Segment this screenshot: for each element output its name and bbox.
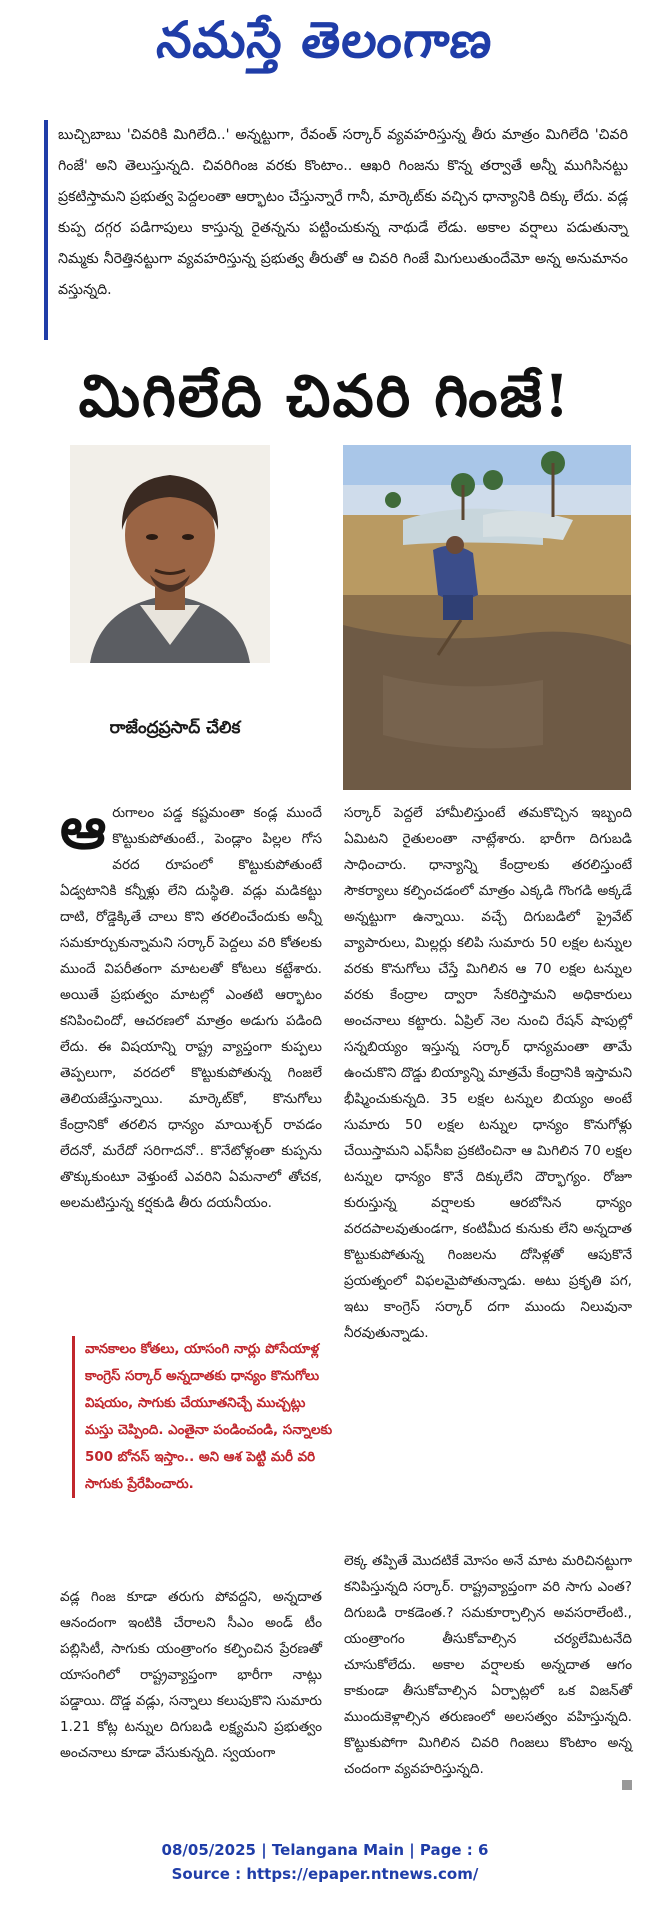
article-left-text: రుగాలం పడ్డ కష్టమంతా కండ్ల ముందే కొట్టుకుపోతుంటే., పెండ్లాం పిల్లల గోస వరద రూపంలో కొట్టుకుపోతుంటే ఏడ్వటానికి కన్నీళ్లు లేని దుస్థితి. వడ్లు మడికట్టు దాటి, రోడ్డెక్కితే చాలు కొని తరలించేందుకు అన్నీ సమకూర్చుకున్నామని సర్కార్ పెద్దలు వరి కోతలకు ముందే విపరీతంగా మాటలతో కోటలు కట్టేశారు. అయితే ప్రభుత్వం మాటల్లో ఎంతటి ఆర్భాటం కనిపించిందో, ఆచరణలో మాత్రం అడుగు పడింది లేదు. ఈ విషయాన్ని రాష్ట్ర వ్యాప్తంగా కుప్పలు తెప్పలుగా, వరదలో కొట్టుకుపోతున్న గింజలే తెలియజేస్తున్నాయి. మార్కెట్‌కో, కొనుగోలు కేంద్రానికో తరలిన ధాన్యం మాయిశ్చర్ రావడం లేదనో, మరేదో సరిగాదనో.. కొనేటోళ్లంతా కుప్పను తొక్కుకుంటూ వెళ్తుంటే ఎవరిని ఏమనాలో తోచక, అలమటిస్తున్న కర్షకుడి తీరు దయనీయం. (60, 805, 322, 1211)
author-portrait-image (70, 445, 270, 663)
article-right-text-2: లెక్క తప్పితే మొదటికే మోసం అనే మాట మరిచినట్టుగా కనిపిస్తున్నది సర్కార్. రాష్ట్రవ్యాప్తంగా వరి సాగు ఎంత? దిగుబడి రాకడెంత.? సమకూర్చాల్సిన అవసరాలేంటి., యంత్రాంగం తీసుకోవాల్సిన చర్యలేమిటనేది చూసుకోలేదు. అకాల వర్షాలకు అన్నదాత ఆగం కాకుండా తీసుకోవాల్సిన ఏర్పాట్లలో ఒక విజన్‌తో ముందుకెళ్లాల్సిన తరుణంలో అలసత్వం వహిస్తున్నది. కొట్టుకుపోగా మిగిలిన చివరి గింజలు కొంటాం అన్న చందంగా వ్యవహరిస్తున్నది. (344, 1553, 632, 1777)
end-mark (622, 1780, 632, 1790)
article-column-left-2 (60, 1584, 322, 1766)
farmer-drying-grain-image (343, 445, 631, 790)
article-column-left (60, 794, 322, 1216)
footer-edition: 08/05/2025 | Telangana Main | Page : 6 (161, 1841, 489, 1859)
footer (0, 1838, 650, 1886)
dropcap: ఆ (60, 794, 107, 862)
pull-quote: వానకాలం కోతలు, యాసంగి నార్లు పోసేయాళ్ల కాంగ్రెస్ సర్కార్ అన్నదాతకు ధాన్యం కొనుగోలు విషయం, సాగుకు చేయూతనిచ్చే ముచ్చట్లు మస్తు చెప్పింది. ఎంతైనా పండించండి, సన్నాలకు 500 బోనస్ ఇస్తాం.. అని ఆశ పెట్టి మరీ వరి సాగుకు ప్రేరేపించారు. (72, 1336, 335, 1498)
masthead (0, 0, 650, 90)
author-byline: రాజేంద్రప్రసాద్ చేలిక (109, 718, 241, 738)
article-column-right (344, 800, 632, 1346)
intro-paragraph: బుచ్చిబాబు 'చివరికి మిగిలేది..' అన్నట్టుగా, రేవంత్ సర్కార్ వ్యవహరిస్తున్న తీరు మాత్రం మిగిలేది 'చివరి గింజే' అని తెలుస్తున్నది. చివరిగింజ వరకు కొంటాం.. ఆఖరి గింజను కొన్న తర్వాతే అన్నీ ముగిసినట్టు ప్రకటిస్తామని ప్రభుత్వ పెద్దలంతా ఆర్భాటం చేస్తున్నారే గానీ, మార్కెట్‌కు వచ్చిన ధాన్యానికి దిక్కు లేదు. వడ్ల కుప్ప దగ్గర పడిగాపులు కాస్తున్న రైతన్నను పట్టించుకున్న నాథుడే లేడు. అకాల వర్షాలు పడుతున్నా నిమ్మకు నీరెత్తినట్టుగా వ్యవహరిస్తున్న ప్రభుత్వ తీరుతో ఆ చివరి గింజే మిగులుతుందేమో అన్న అనుమానం వస్తున్నది. (58, 127, 628, 298)
article-right-text: సర్కార్ పెద్దలే హామీలిస్తుంటే తమకొచ్చిన ఇబ్బంది ఏమిటని రైతులంతా నాట్లేశారు. భారీగా దిగుబడి సాధించారు. ధాన్యాన్ని కేంద్రాలకు తరలిస్తుంటే సౌకర్యాలు కల్పించడంలో మాత్రం ఎక్కడి గొంగడి అక్కడే అన్నట్టుగా ఉన్నాయి. వచ్చే దిగుబడిలో ప్రైవేట్ వ్యాపారులు, మిల్లర్లు కలిపి సుమారు 50 లక్షల టన్నుల వరకు కొనుగోలు చేస్తే మిగిలిన ఆ 70 లక్షల టన్నుల వరకు కేంద్రాల ద్వారా సేకరిస్తామని అధికారులు అంచనాలు కట్టారు. ఏప్రిల్ నెల నుంచి రేషన్ షాపుల్లో సన్నబియ్యం ఇస్తున్న సర్కార్ ధాన్యమంతా తామే ఉంచుకొని దొడ్డు బియ్యాన్ని మాత్రమే కేంద్రానికి ఇస్తామని భీష్మించుకున్నది. 35 లక్షల టన్నుల బియ్యం అంటే సుమారు 50 లక్షల టన్నుల ధాన్యం కొనుగోళ్లు చేయిస్తామని ఎఫ్‌సీఐ ప్రకటించినా ఆ మిగిలిన 70 లక్షల టన్నుల ధాన్యం కొనే దిక్కులేని దౌర్భాగ్యం. రోజూ కురుస్తున్న వర్షాలకు ఆరబోసిన ధాన్యం వరదపాలవుతుండగా, కంటిమీద కునుకు లేని అన్నదాత కొట్టుకుపోతున్న గింజలను దోసిళ్లతో ఆపుకొనే ప్రయత్నంలో విఫలమైపోతున్నాడు. అటు ప్రకృతి పగ, ఇటు కాంగ్రెస్ సర్కార్ దగా ముందు నిలువునా నీరవుతున్నాడు. (344, 805, 632, 1341)
author-portrait (70, 445, 270, 663)
footer-source: Source : https://epaper.ntnews.com/ (171, 1865, 479, 1883)
article-left-text-2: వడ్ల గింజ కూడా తరుగు పోవద్దని, అన్నదాత ఆనందంగా ఇంటికి చేరాలని సీఎం అండ్ టీం పబ్లిసిటీ, సాగుకు యంత్రాంగం కల్పించిన ప్రేరణతో యాసంగిలో రాష్ట్రవ్యాప్తంగా భారీగా నాట్లు పడ్డాయి. దొడ్డ వడ్లు, సన్నాలు కలుపుకొని సుమారు 1.21 కోట్ల టన్నుల దిగుబడి లక్ష్యమని ప్రభుత్వం అంచనాలు కూడా వేసుకున్నది. స్వయంగా (60, 1589, 322, 1761)
masthead-logo: నమస్తే తెలంగాణ (154, 10, 496, 69)
article-column-right-2 (344, 1548, 632, 1782)
farmer-photo (343, 445, 631, 790)
headline: మిగిలేది చివరి గింజే! (78, 362, 572, 430)
